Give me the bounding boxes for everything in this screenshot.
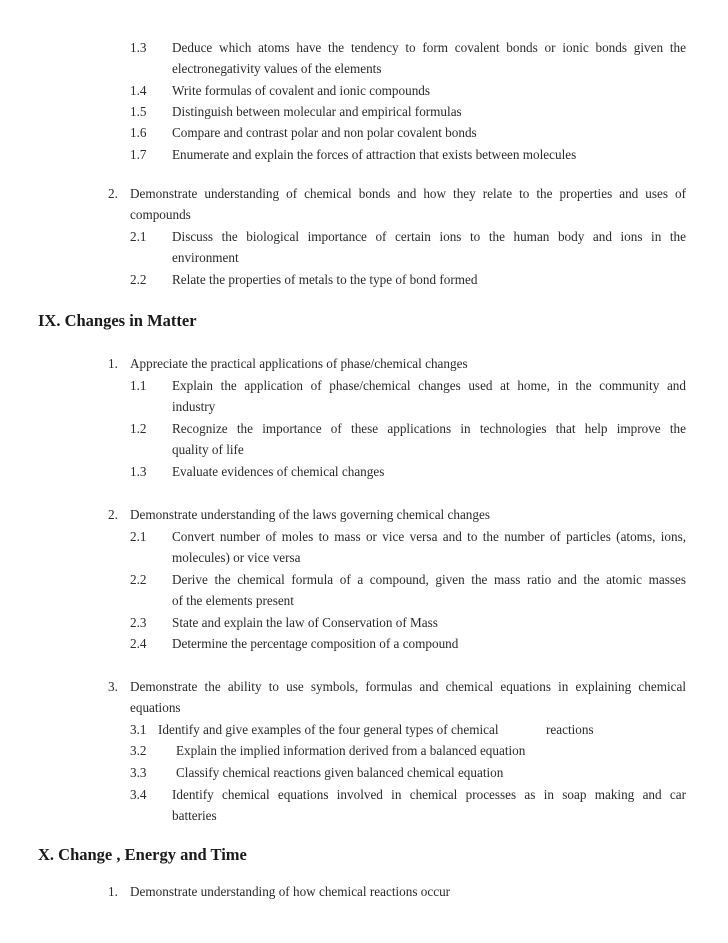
- sub-number: 1.1: [130, 378, 147, 393]
- sub-number: 2.1: [130, 529, 147, 544]
- sub-number: 2.2: [130, 272, 147, 287]
- item-number: 1.: [108, 884, 118, 899]
- sub-text: Relate the properties of metals to the type of bond formed: [172, 272, 478, 287]
- sub-number: 1.3: [130, 40, 147, 55]
- item-number: 3.: [108, 679, 118, 694]
- sub-number: 3.3: [130, 765, 147, 780]
- sub-text-continued: of the elements present: [172, 593, 294, 608]
- sub-text: Write formulas of covalent and ionic compounds: [172, 83, 431, 98]
- sub-text: Identify chemical equations involved in chemical processes as in soap making and car: [172, 787, 686, 802]
- sub-text-continued: industry: [172, 399, 216, 414]
- sub-text: Deduce which atoms have the tendency to form covalent bonds or ionic bonds given the: [172, 40, 686, 55]
- sub-number: 2.3: [130, 615, 147, 630]
- sub-text: Derive the chemical formula of a compound, given the mass ratio and the atomic masses: [172, 572, 686, 587]
- sub-number: 2.2: [130, 572, 147, 587]
- sub-number: 1.4: [130, 83, 147, 98]
- sub-text: Recognize the importance of these applications in technologies that help improve the: [172, 421, 686, 436]
- item-text: Demonstrate the ability to use symbols, formulas and chemical equations in explaining chemical: [130, 679, 686, 694]
- sub-number: 1.6: [130, 125, 147, 140]
- item-text-continued: compounds: [130, 207, 191, 222]
- sub-text: Identify and give examples of the four general types of chemical: [158, 722, 499, 737]
- sub-text: Convert number of moles to mass or vice versa and to the number of particles (atoms, ions,: [172, 529, 686, 544]
- item-number: 2.: [108, 186, 118, 201]
- sub-text: Compare and contrast polar and non polar covalent bonds: [172, 125, 477, 140]
- sub-text: Determine the percentage composition of a compound: [172, 636, 459, 651]
- sub-number: 2.1: [130, 229, 147, 244]
- item-text-continued: equations: [130, 700, 181, 715]
- sub-number: 1.3: [130, 464, 147, 479]
- sub-text-continued: quality of life: [172, 442, 244, 457]
- sub-text: State and explain the law of Conservation of Mass: [172, 615, 438, 630]
- item-number: 2.: [108, 507, 118, 522]
- sub-text: Discuss the biological importance of certain ions to the human body and ions in the: [172, 229, 686, 244]
- sub-number: 3.4: [130, 787, 147, 802]
- sub-text: Enumerate and explain the forces of attraction that exists between molecules: [172, 147, 577, 162]
- sub-text-trailing: reactions: [546, 722, 594, 737]
- item-text: Demonstrate understanding of how chemical reactions occur: [130, 884, 451, 899]
- section-heading-x: X. Change , Energy and Time: [38, 845, 247, 864]
- sub-number: 1.5: [130, 104, 147, 119]
- section-heading-ix: IX. Changes in Matter: [38, 311, 197, 330]
- item-text: Appreciate the practical applications of phase/chemical changes: [130, 356, 468, 371]
- sub-number: 3.2: [130, 743, 147, 758]
- sub-number: 2.4: [130, 636, 147, 651]
- item-text: Demonstrate understanding of chemical bonds and how they relate to the properties and uses of: [130, 186, 686, 201]
- sub-number: 1.7: [130, 147, 147, 162]
- sub-text: Distinguish between molecular and empirical formulas: [172, 104, 462, 119]
- sub-text: Classify chemical reactions given balanced chemical equation: [176, 765, 504, 780]
- sub-text: Explain the application of phase/chemical changes used at home, in the community and: [172, 378, 686, 393]
- sub-text-continued: electronegativity values of the elements: [172, 61, 382, 76]
- sub-text: Evaluate evidences of chemical changes: [172, 464, 385, 479]
- item-number: 1.: [108, 356, 118, 371]
- sub-text-continued: molecules) or vice versa: [172, 550, 301, 565]
- sub-text-continued: batteries: [172, 808, 217, 823]
- sub-text: Explain the implied information derived from a balanced equation: [176, 743, 526, 758]
- sub-number: 3.1: [130, 722, 147, 737]
- item-text: Demonstrate understanding of the laws governing chemical changes: [130, 507, 490, 522]
- sub-text-continued: environment: [172, 250, 239, 265]
- sub-number: 1.2: [130, 421, 147, 436]
